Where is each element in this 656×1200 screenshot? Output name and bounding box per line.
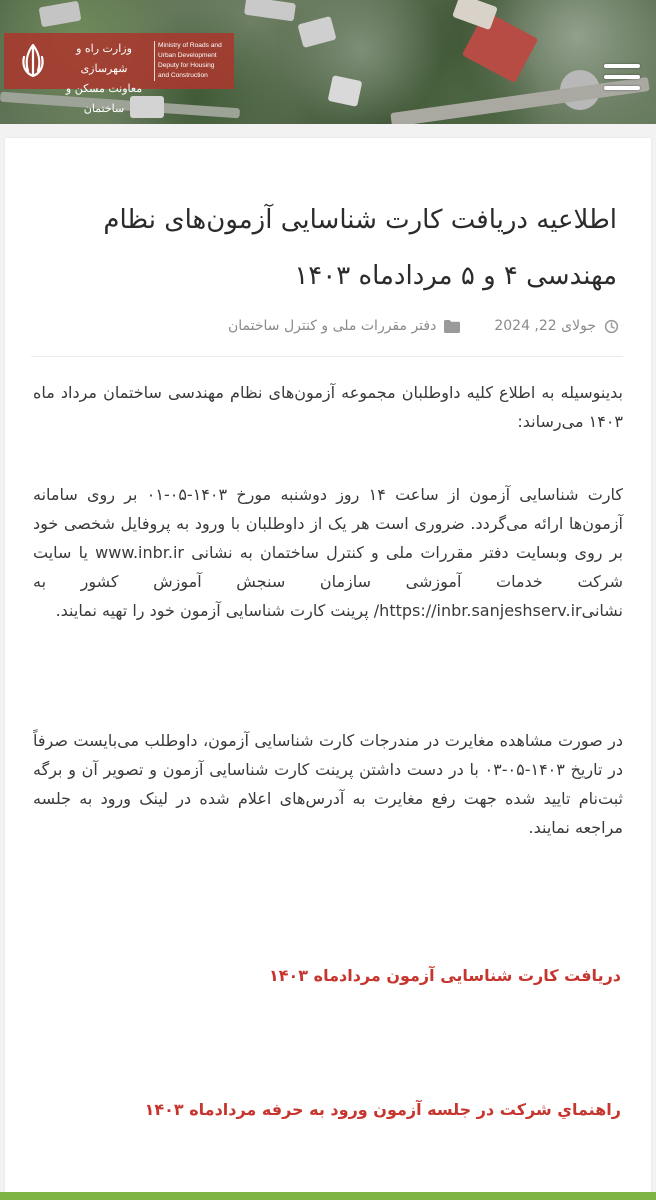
aerial-roof-decoration [297,16,336,48]
aerial-roof-decoration [39,1,82,28]
article-paragraph-intro: بدینوسیله به اطلاع کلیه داوطلبان مجموعه آزمون‌های نظام مهندسی ساختمان مرداد ماه ۱۴۰۳ می‌رساند: [33,383,623,431]
logo-en-line3: Deputy for Housing [158,62,215,69]
article-card [5,138,651,1200]
logo-english-text [158,41,234,81]
logo-en-line1: Ministry of Roads and [158,42,222,49]
article-meta [59,318,619,334]
clock-icon [604,319,619,334]
site-header [0,0,656,124]
meta-divider [31,356,623,357]
menu-bar [604,75,640,79]
aerial-roof-decoration [244,0,296,21]
iran-emblem-icon [13,41,53,81]
logo-fa-line2: معاونت مسکن و ساختمان [65,82,143,115]
logo-divider [154,41,155,81]
folder-icon [444,320,460,333]
article-paragraph-discrepancy: در صورت مشاهده مغایرت در مندرجات کارت شناسایی آزمون، داوطلب می‌بایست صرفاً در تاریخ ۱۴۰۳-۰۵-۰۳ با در دست داشتن پرینت کارت شناسایی آزمون و تصویر آن و برگه ثبت‌نام تایید شده جهت رفع مغایرت به آدرس‌های اعلام شده در لینک ورود به جلسه مراجعه نمایند. [33,731,624,837]
ministry-logo[interactable] [4,33,234,115]
logo-en-line2: Urban Development [158,52,217,59]
menu-bar [604,86,640,90]
exam-guide-link[interactable]: راهنماي شركت در جلسه آزمون ورود به حرفه مردادماه ۱۴۰۳ [144,1100,621,1119]
article-date: جولای 22, 2024 [494,318,596,334]
menu-bar [604,64,640,68]
logo-en-line4: and Construction [158,72,208,79]
article-category[interactable]: دفتر مقررات ملی و کنترل ساختمان [227,318,437,334]
logo-fa-line1: وزارت راه و شهرسازی [76,42,132,75]
logo-persian-text [56,39,152,119]
hamburger-menu-icon[interactable] [604,62,640,92]
article-paragraph-card-info: کارت شناسایی آزمون از ساعت ۱۴ روز دوشنبه مورخ ۱۴۰۳-۰۵-۰۱ بر روی سامانه آزمون‌ها ارائه می‌گردد. ضروری است هر یک از داوطلبان با ورود به پروفایل شخصی خود بر روی وبسایت دفتر مقررات ملی و کنترل ساختمان به نشانی www.inbr.ir یا سایت شرکت خدمات آموزشی سازمان سنجش آموزش کشور به نشانیhttps://inbr.sanjeshserv.ir/ پرینت کارت شناسایی آزمون خود را تهیه نمایند. [33,485,624,620]
aerial-roof-decoration [452,0,498,30]
bottom-accent-bar [0,1192,656,1200]
aerial-roof-decoration [328,75,363,107]
article-title: اطلاعیه دریافت کارت شناسایی آزمون‌های نظام مهندسی ۴ و ۵ مردادماه ۱۴۰۳ [103,205,617,291]
download-id-card-link[interactable]: دریافت کارت شناسایی آزمون مردادماه ۱۴۰۳ [269,966,621,985]
